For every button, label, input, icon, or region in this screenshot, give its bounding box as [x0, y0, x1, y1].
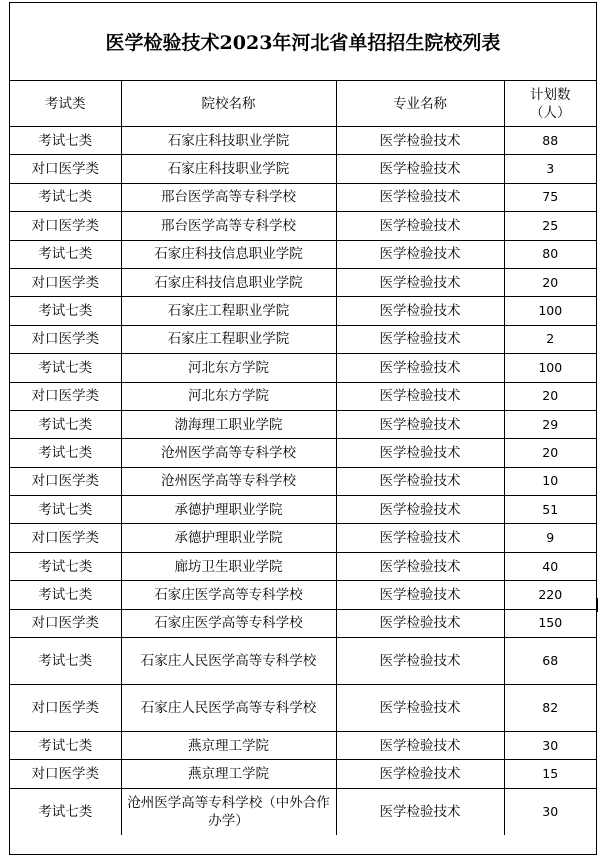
cell-major: 医学检验技术	[336, 297, 504, 325]
table-body	[10, 127, 596, 836]
cell-major: 医学检验技术	[336, 524, 504, 552]
cell-school: 石家庄医学高等专科学校	[121, 609, 336, 637]
cell-plan: 80	[504, 240, 596, 268]
cell-major: 医学检验技术	[336, 496, 504, 524]
cell-category: 对口医学类	[10, 268, 121, 296]
cell-plan: 88	[504, 127, 596, 155]
table-row	[10, 638, 596, 685]
cell-school: 邢台医学高等专科学校	[121, 183, 336, 211]
cell-school: 石家庄科技信息职业学院	[121, 240, 336, 268]
cell-plan: 150	[504, 609, 596, 637]
cell-category: 对口医学类	[10, 609, 121, 637]
cell-category: 对口医学类	[10, 155, 121, 183]
table-row	[10, 410, 596, 438]
cell-school: 沧州医学高等专科学校	[121, 467, 336, 495]
cell-category: 对口医学类	[10, 382, 121, 410]
cell-category: 考试七类	[10, 552, 121, 580]
cell-major: 医学检验技术	[336, 581, 504, 609]
cell-school: 石家庄医学高等专科学校	[121, 581, 336, 609]
cell-school: 石家庄科技信息职业学院	[121, 268, 336, 296]
cell-major: 医学检验技术	[336, 354, 504, 382]
table-title: 医学检验技术2023年河北省单招招生院校列表	[10, 3, 596, 81]
header-major: 专业名称	[336, 81, 504, 127]
cell-school: 石家庄人民医学高等专科学校	[121, 638, 336, 685]
table-row	[10, 240, 596, 268]
cell-school: 邢台医学高等专科学校	[121, 212, 336, 240]
cell-school: 燕京理工学院	[121, 760, 336, 788]
cell-category: 对口医学类	[10, 325, 121, 353]
cell-category: 考试七类	[10, 354, 121, 382]
cell-major: 医学检验技术	[336, 127, 504, 155]
cell-category: 考试七类	[10, 240, 121, 268]
cell-school: 河北东方学院	[121, 354, 336, 382]
cell-category: 考试七类	[10, 439, 121, 467]
table-row	[10, 788, 596, 835]
cell-plan: 2	[504, 325, 596, 353]
cell-category: 对口医学类	[10, 760, 121, 788]
cell-plan: 68	[504, 638, 596, 685]
table-row	[10, 382, 596, 410]
table-row	[10, 609, 596, 637]
cell-school: 承德护理职业学院	[121, 524, 336, 552]
cell-plan: 30	[504, 732, 596, 760]
cell-major: 医学检验技术	[336, 609, 504, 637]
cell-major: 医学检验技术	[336, 382, 504, 410]
cell-category: 对口医学类	[10, 524, 121, 552]
cell-school: 石家庄工程职业学院	[121, 297, 336, 325]
table-row	[10, 496, 596, 524]
cell-major: 医学检验技术	[336, 638, 504, 685]
header-plan-line1: 计划数	[530, 86, 571, 103]
table-row	[10, 760, 596, 788]
cell-plan: 15	[504, 760, 596, 788]
document-table-frame	[9, 2, 597, 855]
cell-plan: 30	[504, 788, 596, 835]
cell-category: 考试七类	[10, 127, 121, 155]
cell-school: 石家庄工程职业学院	[121, 325, 336, 353]
cell-major: 医学检验技术	[336, 268, 504, 296]
cell-category: 考试七类	[10, 638, 121, 685]
cell-major: 医学检验技术	[336, 240, 504, 268]
cell-major: 医学检验技术	[336, 552, 504, 580]
cell-school: 沧州医学高等专科学校（中外合作办学）	[121, 788, 336, 835]
table-row	[10, 212, 596, 240]
table-row	[10, 552, 596, 580]
table-row	[10, 581, 596, 609]
table-row	[10, 354, 596, 382]
header-category: 考试类	[10, 81, 121, 127]
cell-major: 医学检验技术	[336, 788, 504, 835]
cell-major: 医学检验技术	[336, 685, 504, 732]
page-edge-mark	[596, 598, 598, 612]
cell-school: 燕京理工学院	[121, 732, 336, 760]
cell-plan: 25	[504, 212, 596, 240]
cell-plan: 51	[504, 496, 596, 524]
cell-major: 医学检验技术	[336, 325, 504, 353]
cell-category: 考试七类	[10, 496, 121, 524]
cell-category: 考试七类	[10, 732, 121, 760]
cell-major: 医学检验技术	[336, 732, 504, 760]
cell-plan: 9	[504, 524, 596, 552]
table-row	[10, 467, 596, 495]
college-list-table	[10, 81, 596, 835]
cell-major: 医学检验技术	[336, 212, 504, 240]
cell-plan: 10	[504, 467, 596, 495]
cell-school: 石家庄科技职业学院	[121, 155, 336, 183]
header-school: 院校名称	[121, 81, 336, 127]
cell-school: 渤海理工职业学院	[121, 410, 336, 438]
cell-plan: 40	[504, 552, 596, 580]
cell-school: 河北东方学院	[121, 382, 336, 410]
cell-school: 廊坊卫生职业学院	[121, 552, 336, 580]
cell-school: 承德护理职业学院	[121, 496, 336, 524]
cell-plan: 82	[504, 685, 596, 732]
cell-school: 沧州医学高等专科学校	[121, 439, 336, 467]
table-row	[10, 685, 596, 732]
header-row	[10, 81, 596, 127]
cell-category: 对口医学类	[10, 467, 121, 495]
header-plan-line2: （人）	[530, 104, 571, 121]
table-row	[10, 155, 596, 183]
cell-plan: 75	[504, 183, 596, 211]
table-row	[10, 524, 596, 552]
table-row	[10, 268, 596, 296]
cell-school: 石家庄科技职业学院	[121, 127, 336, 155]
cell-category: 对口医学类	[10, 685, 121, 732]
table-row	[10, 325, 596, 353]
cell-school: 石家庄人民医学高等专科学校	[121, 685, 336, 732]
cell-plan: 20	[504, 439, 596, 467]
cell-major: 医学检验技术	[336, 467, 504, 495]
cell-category: 对口医学类	[10, 212, 121, 240]
cell-plan: 20	[504, 268, 596, 296]
table-row	[10, 127, 596, 155]
table-row	[10, 439, 596, 467]
cell-category: 考试七类	[10, 410, 121, 438]
table-row	[10, 183, 596, 211]
cell-major: 医学检验技术	[336, 183, 504, 211]
cell-plan: 29	[504, 410, 596, 438]
cell-category: 考试七类	[10, 297, 121, 325]
table-row	[10, 297, 596, 325]
cell-plan: 100	[504, 354, 596, 382]
cell-plan: 220	[504, 581, 596, 609]
cell-major: 医学检验技术	[336, 439, 504, 467]
cell-plan: 20	[504, 382, 596, 410]
cell-major: 医学检验技术	[336, 410, 504, 438]
cell-major: 医学检验技术	[336, 155, 504, 183]
table-row	[10, 732, 596, 760]
cell-category: 考试七类	[10, 581, 121, 609]
cell-major: 医学检验技术	[336, 760, 504, 788]
cell-category: 考试七类	[10, 183, 121, 211]
cell-category: 考试七类	[10, 788, 121, 835]
cell-plan: 100	[504, 297, 596, 325]
header-plan	[504, 81, 596, 127]
cell-plan: 3	[504, 155, 596, 183]
